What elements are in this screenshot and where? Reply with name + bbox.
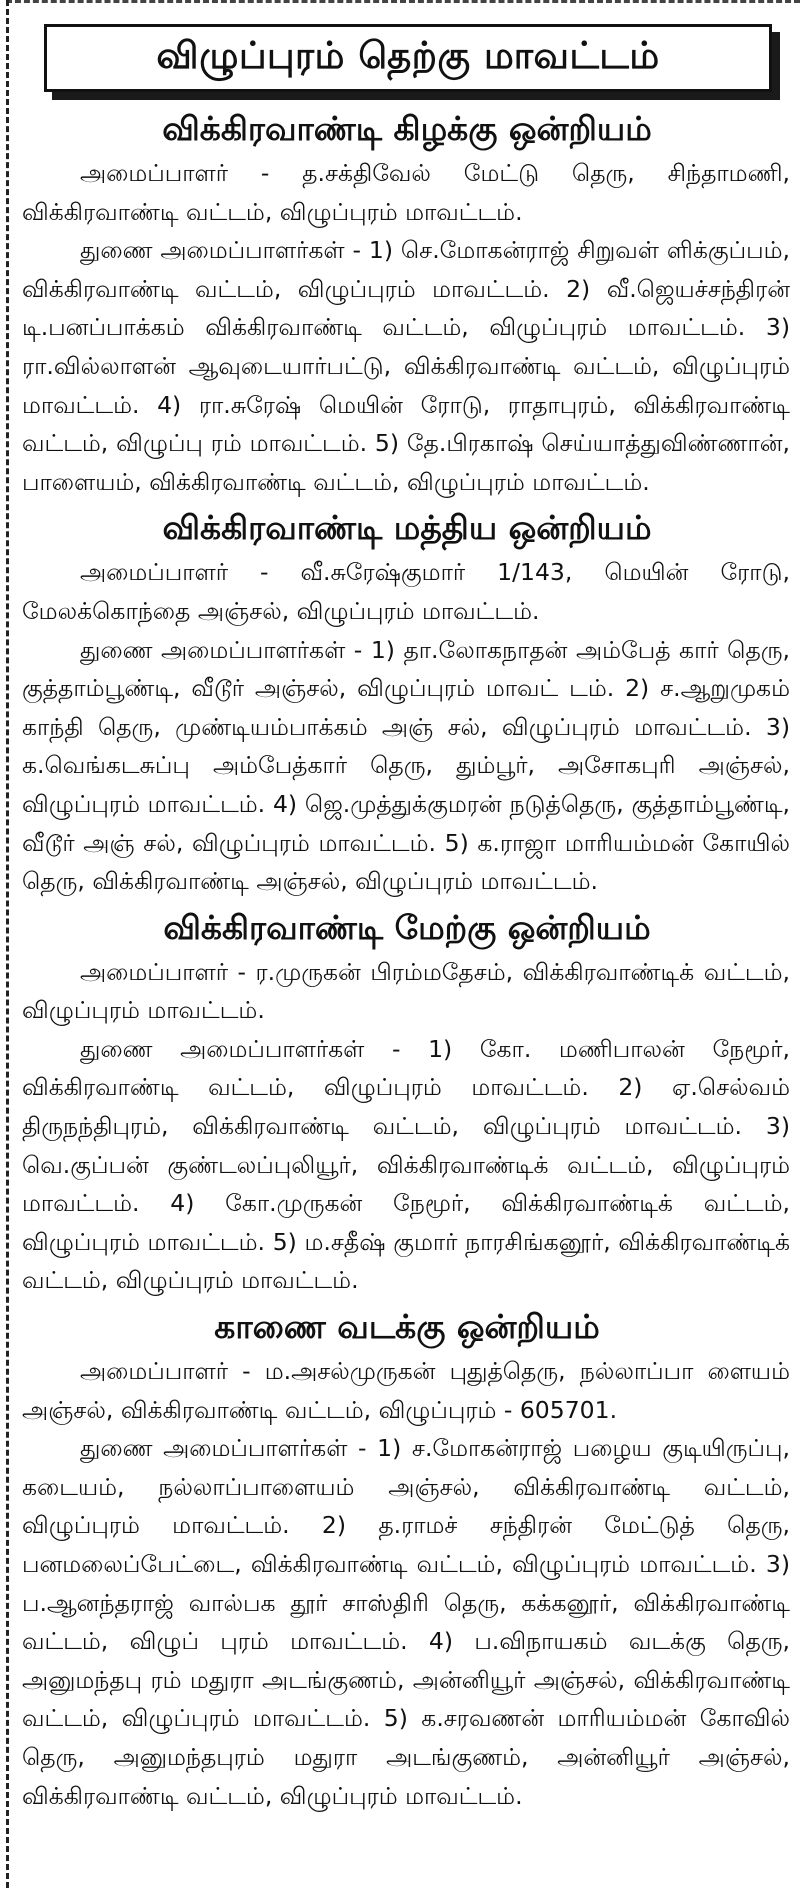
secretary-paragraph: அமைப்பாளர் - ம.அசல்முருகன் புதுத்தெரு, நல்லாப்பா ளையம் அஞ்சல், விக்கிரவாண்டி வட்டம், விழுப்புரம் - 605701.: [22, 1357, 790, 1424]
section-heading: காணை வடக்கு ஒன்றியம்: [214, 1307, 600, 1347]
deputies-paragraph: துணை அமைப்பாளர்கள் - 1) தா.லோகநாதன் அம்பேத் கார் தெரு, குத்தாம்பூண்டி, வீடூர் அஞ்சல், விழுப்புரம் மாவட் டம். 2) ச.ஆறுமுகம் காந்தி தெரு, முண்டியம்பாக்கம் அஞ் சல், விழுப்புரம் மாவட்டம். 3) க.வெங்கடசுப்பு அம்பேத்கார் தெரு, தும்பூர், அசோகபுரி அஞ்சல், விழுப்புரம் மாவட்டம். 4) ஜெ.முத்துக்குமரன் நடுத்தெரு, குத்தாம்பூண்டி, வீடூர் அஞ் சல், விழுப்புரம் மாவட்டம். 5) க.ராஜா மாரியம்மன் கோயில் தெரு, விக்கிரவாண்டி அஞ்சல், விழுப்புரம் மாவட்டம்.: [22, 635, 790, 896]
deputies-paragraph: துணை அமைப்பாளர்கள் - 1) கோ. மணிபாலன் நேமூர், விக்கிரவாண்டி வட்டம், விழுப்புரம் மாவட்டம். 2) ஏ.செல்வம் திருநந்திபுரம், விக்கிரவாண்டி வட்டம், விழுப்புரம் மாவட்டம். 3) வெ.குப்பன் குண்டலப்புலியூர், விக்கிரவாண்டிக் வட்டம், விழுப்புரம் மாவட்டம். 4) கோ.முருகன் நேமூர், விக்கிரவாண்டிக் வட்டம், விழுப்புரம் மாவட்டம். 5) ம.சதீஷ் குமார் நாரசிங்கனூர், விக்கிரவாண்டிக் வட்டம், விழுப்புரம் மாவட்டம்.: [22, 1034, 790, 1295]
section-heading: விக்கிரவாண்டி மத்திய ஒன்றியம்: [162, 508, 652, 548]
deputies-paragraph: துணை அமைப்பாளர்கள் - 1) செ.மோகன்ராஜ் சிறுவள் ளிக்குப்பம், விக்கிரவாண்டி வட்டம், விழுப்புரம் மாவட்டம். 2) வீ.ஜெயச்சந்திரன் டி.பனப்பாக்கம் விக்கிரவாண்டி வட்டம், விழுப்புரம் மாவட்டம். 3) ரா.வில்லாளன் ஆவுடையார்பட்டு, விக்கிரவாண்டி வட்டம், விழுப்புரம் மாவட்டம். 4) ரா.சுரேஷ் மெயின் ரோடு, ராதாபுரம், விக்கிரவாண்டி வட்டம், விழுப்பு ரம் மாவட்டம். 5) தே.பிரகாஷ் செய்யாத்துவிண்ணான், பாளையம், விக்கிரவாண்டி வட்டம், விழுப்புரம் மாவட்டம்.: [22, 236, 790, 496]
article-page: [22, 10, 792, 1880]
dashed-border-top: [6, 0, 800, 3]
secretary-paragraph: அமைப்பாளர் - வீ.சுரேஷ்குமார் 1/143, மெயின் ரோடு, மேலக்கொந்தை அஞ்சல், விழுப்புரம் மாவட்டம்.: [22, 558, 790, 625]
section-vikravandi-central: [22, 505, 792, 900]
deputies-paragraph: துணை அமைப்பாளர்கள் - 1) ச.மோகன்ராஜ் பழைய குடியிருப்பு, கடையம், நல்லாப்பாளையம் அஞ்சல், விக்கிரவாண்டி வட்டம், விழுப்புரம் மாவட்டம். 2) த.ராமச் சந்திரன் மேட்டுத் தெரு, பனமலைப்பேட்டை, விக்கிரவாண்டி வட்டம், விழுப்புரம் மாவட்டம். 3) ப.ஆனந்தராஜ் வால்பக தூர் சாஸ்திரி தெரு, கக்கனூர், விக்கிரவாண்டி வட்டம், விழுப் புரம் மாவட்டம். 4) ப.விநாயகம் வடக்கு தெரு, அனுமந்தபு ரம் மதுரா அடங்குணம், அன்னியூர் அஞ்சல், விக்கிரவாண்டி வட்டம், விழுப்புரம் மாவட்டம். 5) க.சரவணன் மாரியம்மன் கோவில் தெரு, அனுமந்தபுரம் மதுரா அடங்குணம், அன்னியூர் அஞ்சல், விக்கிரவாண்டி வட்டம், விழுப்புரம் மாவட்டம்.: [22, 1434, 790, 1810]
section-vikravandi-west: [22, 905, 792, 1300]
dashed-border-left: [6, 0, 9, 1888]
district-banner: [44, 24, 780, 100]
secretary-paragraph: அமைப்பாளர் - த.சக்திவேல் மேட்டு தெரு, சிந்தாமணி, விக்கிரவாண்டி வட்டம், விழுப்புரம் மாவட்டம்.: [22, 159, 790, 226]
section-heading: விக்கிரவாண்டி மேற்கு ஒன்றியம்: [163, 907, 651, 947]
banner-title: விழுப்புரம் தெற்கு மாவட்டம்: [44, 24, 772, 92]
section-heading: விக்கிரவாண்டி கிழக்கு ஒன்றியம்: [162, 109, 652, 148]
section-vikravandi-east: [22, 106, 792, 501]
secretary-paragraph: அமைப்பாளர் - ர.முருகன் பிரம்மதேசம், விக்கிரவாண்டிக் வட்டம், விழுப்புரம் மாவட்டம்.: [22, 957, 790, 1025]
section-kanai-north: [22, 1304, 792, 1815]
